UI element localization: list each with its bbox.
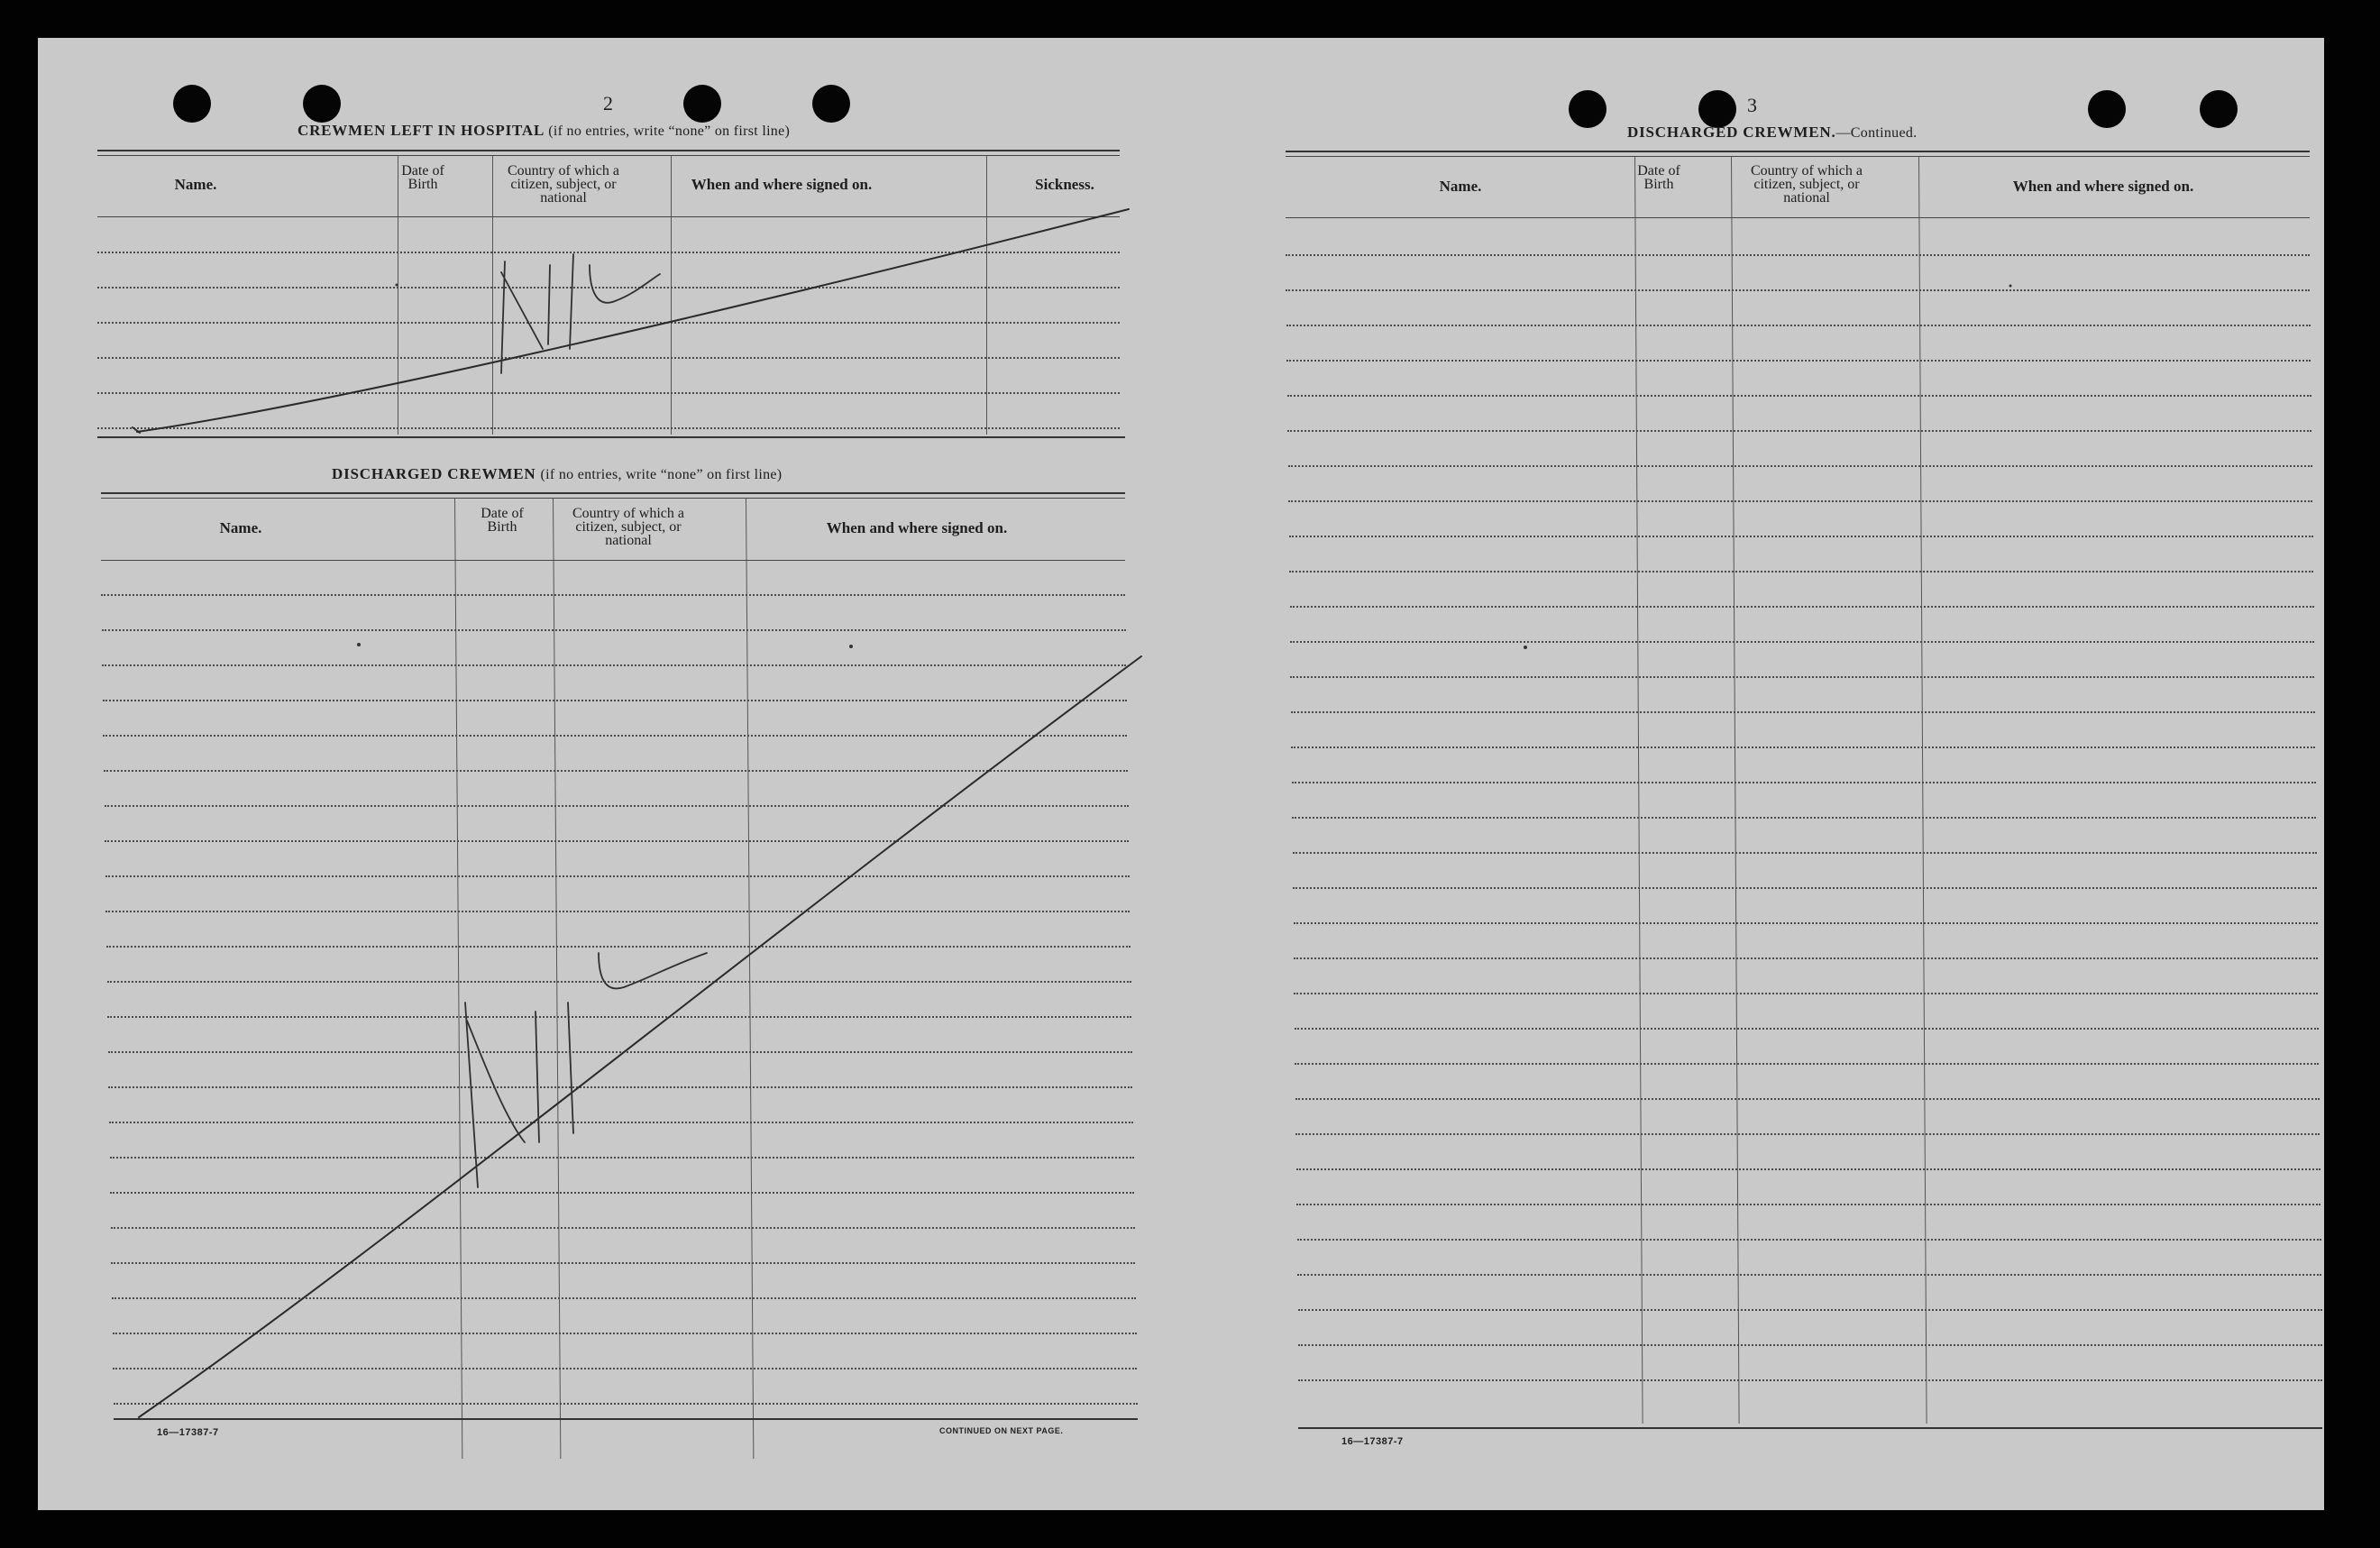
- header-rule: [1286, 156, 2310, 157]
- entry-row: [1295, 1063, 2319, 1065]
- entry-row: [106, 946, 1130, 948]
- column-divider: [1918, 157, 1927, 1424]
- entry-row: [110, 1157, 1134, 1159]
- entry-row: [1296, 1168, 2320, 1170]
- entry-row: [1297, 1274, 2321, 1276]
- entry-row: [105, 911, 1130, 912]
- entry-row: [1288, 465, 2312, 467]
- entry-row: [107, 981, 1131, 983]
- form-number: 16—17387-7: [1341, 1436, 1404, 1447]
- entry-row: [110, 1192, 1134, 1194]
- col-name: Name.: [174, 176, 217, 193]
- entry-row: [1298, 1309, 2322, 1311]
- entry-row: [97, 322, 1120, 324]
- col-signed-on: When and where signed on.: [2012, 178, 2194, 195]
- entry-row: [1290, 676, 2314, 678]
- entry-row: [1289, 536, 2313, 537]
- entry-row: [1295, 1098, 2320, 1100]
- entry-row: [1292, 817, 2316, 819]
- header-bottom-rule: [97, 216, 1120, 217]
- entry-row: [1288, 500, 2312, 502]
- entry-row: [101, 594, 1125, 596]
- entry-row: [111, 1262, 1135, 1264]
- entry-row: [1293, 887, 2317, 889]
- entry-row: [114, 1403, 1138, 1405]
- hospital-title-text: CREWMEN LEFT IN HOSPITAL: [298, 122, 545, 139]
- entry-row: [1298, 1379, 2322, 1381]
- right-page: [1181, 38, 2324, 1510]
- entry-row: [107, 1016, 1131, 1018]
- entry-row: [97, 427, 1120, 429]
- entry-row: [1293, 852, 2317, 854]
- punch-hole: [303, 85, 341, 123]
- section-bottom-rule: [97, 436, 1125, 438]
- entry-row: [97, 287, 1120, 289]
- entry-row: [102, 629, 1126, 631]
- entry-row: [1286, 360, 2311, 362]
- entry-row: [102, 664, 1126, 666]
- column-divider: [1731, 157, 1740, 1424]
- entry-row: [97, 252, 1120, 253]
- entry-row: [1290, 641, 2314, 643]
- header-bottom-rule: [101, 560, 1125, 561]
- col-signed-on: When and where signed on.: [826, 519, 1008, 536]
- entry-row: [1292, 782, 2316, 783]
- left-page: [38, 38, 1181, 1510]
- col-sickness: Sickness.: [1035, 176, 1094, 193]
- entry-row: [1294, 922, 2318, 924]
- header-rule: [101, 498, 1125, 499]
- discharged-title-text: DISCHARGED CREWMEN: [332, 465, 536, 482]
- entry-row: [113, 1333, 1137, 1334]
- punch-hole: [683, 85, 721, 123]
- column-divider: [1634, 157, 1643, 1424]
- discharged-continued-title: [1627, 124, 1917, 142]
- entry-row: [97, 392, 1120, 394]
- entry-row: [108, 1086, 1132, 1088]
- header-rule: [1286, 151, 2310, 152]
- header-bottom-rule: [1286, 217, 2310, 218]
- discharged-subtitle: (if no entries, write “none” on first line): [540, 467, 783, 482]
- header-rule: [97, 155, 1120, 156]
- col-country: Country of which a citizen, subject, or national: [508, 163, 619, 206]
- entry-row: [1289, 571, 2313, 572]
- entry-row: [103, 700, 1127, 701]
- discharged-continued-title-text: DISCHARGED CREWMEN.: [1627, 124, 1836, 141]
- col-signed-on: When and where signed on.: [691, 176, 873, 193]
- entry-row: [1294, 993, 2318, 994]
- entry-row: [1286, 289, 2310, 291]
- col-date-of-birth: Date of Birth: [481, 506, 524, 535]
- entry-row: [108, 1051, 1132, 1053]
- entry-row: [105, 840, 1129, 842]
- entry-row: [1291, 747, 2315, 748]
- entry-row: [1295, 1133, 2320, 1135]
- entry-row: [105, 875, 1130, 877]
- punch-hole: [1698, 90, 1736, 128]
- entry-row: [1296, 1204, 2320, 1205]
- entry-row: [103, 735, 1127, 737]
- entry-row: [104, 770, 1128, 772]
- page-number: 2: [603, 92, 613, 114]
- entry-row: [1287, 395, 2311, 397]
- header-rule: [101, 492, 1125, 494]
- page-number: 3: [1747, 94, 1757, 116]
- column-divider: [553, 499, 561, 1459]
- col-date-of-birth: Date of Birth: [1637, 163, 1680, 192]
- discharged-section-title: [332, 465, 782, 483]
- section-bottom-rule: [1298, 1427, 2322, 1429]
- punch-hole: [1569, 90, 1606, 128]
- crew-list-form-spread: [38, 38, 2324, 1510]
- entry-row: [1290, 606, 2314, 608]
- form-number: 16—17387-7: [157, 1427, 219, 1438]
- entry-row: [109, 1122, 1133, 1123]
- entry-row: [1286, 325, 2311, 326]
- section-bottom-rule: [114, 1418, 1138, 1420]
- column-divider: [746, 499, 754, 1459]
- entry-row: [112, 1297, 1136, 1299]
- entry-row: [105, 805, 1129, 807]
- punch-hole: [812, 85, 850, 123]
- entry-row: [113, 1368, 1137, 1369]
- col-country: Country of which a citizen, subject, or national: [1751, 163, 1863, 206]
- entry-row: [1297, 1239, 2321, 1241]
- entry-row: [1298, 1344, 2322, 1346]
- entry-row: [1295, 1028, 2319, 1030]
- column-divider: [454, 499, 462, 1459]
- col-name: Name.: [1439, 178, 1482, 195]
- entry-row: [111, 1227, 1135, 1229]
- punch-hole: [2088, 90, 2126, 128]
- hospital-subtitle: (if no entries, write “none” on first line): [548, 124, 791, 139]
- col-date-of-birth: Date of Birth: [401, 163, 444, 192]
- entry-row: [97, 357, 1120, 359]
- continued-suffix: —Continued.: [1835, 125, 1918, 141]
- punch-hole: [173, 85, 211, 123]
- hospital-section-title: [298, 122, 790, 140]
- entry-row: [1291, 711, 2315, 713]
- col-country: Country of which a citizen, subject, or national: [572, 506, 684, 548]
- entry-row: [1286, 254, 2310, 256]
- punch-hole: [2200, 90, 2238, 128]
- continued-note: CONTINUED ON NEXT PAGE.: [939, 1426, 1064, 1435]
- entry-row: [1294, 957, 2318, 959]
- col-name: Name.: [219, 519, 262, 536]
- entry-row: [1287, 430, 2311, 432]
- header-rule: [97, 150, 1120, 151]
